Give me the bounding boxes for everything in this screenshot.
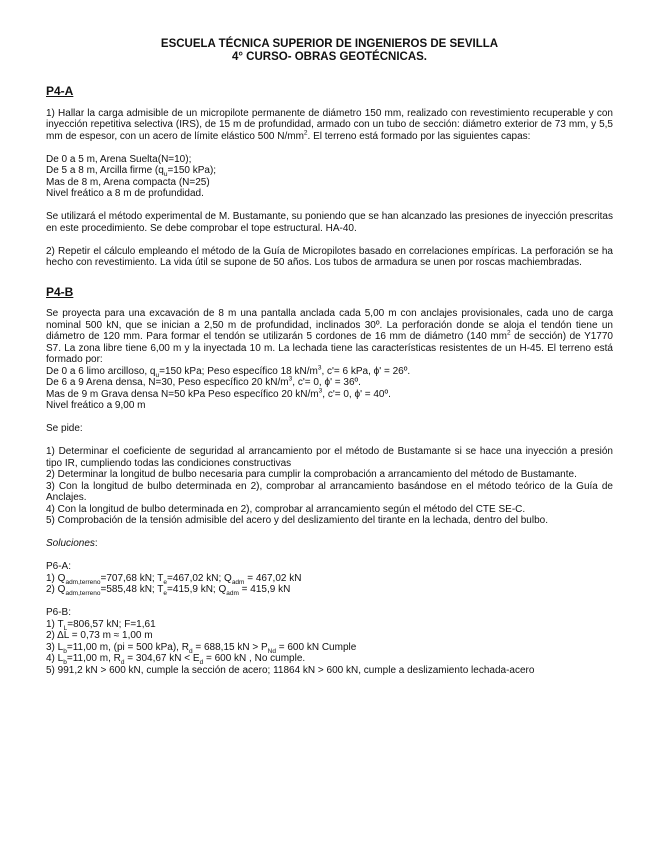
course-title: 4° CURSO- OBRAS GEOTÉCNICAS. (231, 51, 427, 63)
list-item: 1) Determinar el coeficiente de seguridad al arrancamiento por el método de Bustamante si se hace una inyección a presión tipo IR, cumpliendo todas las condiciones constructivas (46, 446, 613, 469)
p4a-question-1: 1) Hallar la carga admisible de un micropilote permanente de diámetro 150 mm, realizado con revestimiento recuperable y con inyección repetitiva selectiva (IRS), de 15 m de profundidad, armado con un tubo de sección: diámetro exterior de 73 mm, y 5,5 mm de espesor, con un acero de límite elástico 500 $N/mm^2$. El terreno está formado por las siguientes capas: (46, 107, 613, 142)
list-item: 2) Determinar la longitud de bulbo necesaria para cumplir la comprobación a arrancamiento del método de Bustamante. (46, 469, 577, 480)
soil-layer: Mas de 9 m Grava densa N=50 kPa Peso específico 20 $kN/m^3$, c'= 0, ϕ' = 40º. (46, 387, 391, 400)
solution-heading: P6-A: (46, 561, 72, 572)
section-heading-p4b: P4-B (46, 284, 74, 299)
document-header (46, 38, 613, 64)
soil-layer: Mas de 8 m, Arena compacta (N=25) (46, 176, 210, 188)
solution-line: 2) ΔL = 0,73 m ≈ 1,00 m (46, 630, 153, 641)
water-table: Nivel freático a 8 m de profundidad. (46, 188, 204, 199)
soil-layer: De 6 a 9 Arena densa, N=30, Peso específico 20 $kN/m^3$, c'= 0, ϕ' = 36º. (46, 375, 361, 388)
section-heading-p4a: P4-A (46, 84, 74, 98)
water-table: Nivel freático a 9,00 m (46, 400, 146, 411)
se-pide-label: Se pide: (46, 423, 83, 434)
list-item: 4) Con la longitud de bulbo determinada en 2), comprobar al arrancamiento según el método del CTE SE-C. (46, 503, 526, 515)
soil-layer: De 5 a 8 m, Arcilla firme ($q_u=150$ kPa); (46, 165, 217, 178)
solutions-heading: Soluciones: (46, 538, 98, 549)
solutions-p6a (46, 561, 613, 596)
p4b-soil-layers (46, 366, 613, 412)
p4b-intro: Se proyecta para una excavación de 8 m una pantalla anclada cada 5,00 m con anclajes provisionales, cada uno de carga nominal 500 kN, que se inician a 2,50 m de profundidad, inclinados 30º. La perforación donde se aloja el tendón tiene un diámetro de 120 mm. Para formar el tendón se utilizarán 5 cordones de 16 mm de diámetro (140 $mm^2$ de sección) de Y1770 S7. La zona libre tiene 6,00 m y la inyectada 10 m. La lechada tiene las características resistentes de un H-45. El terreno está formado por: (46, 308, 613, 365)
solution-heading: P6-B: (46, 607, 72, 618)
soil-layer: De 0 a 6 limo arcilloso, $q_u=150$ kPa; Peso específico 18 $kN/m^3$, c'= 6 kPa, ϕ' = 26º. (46, 364, 411, 379)
p4b-question-list (46, 446, 613, 527)
solution-line: 5) 991,2 kN > 600 kN, cumple la sección de acero; 11864 kN > 600 kN, cumple a deslizamiento lechada-acero (46, 664, 535, 676)
list-item: 3) Con la longitud de bulbo determinada en 2), comprobar al arrancamiento basándose en el método teórico de la Guía de Anclajes. (46, 480, 613, 503)
solution-line: 2) $Q_{adm,terreno}=585,48$ kN; $T_e=415,9$ kN; $Q_{adm} = 415,9$ kN (46, 584, 291, 597)
p4a-question-2: 2) Repetir el cálculo empleando el método de la Guía de Micropilotes basado en correlaciones empíricas. La perforación se ha hecho con revestimiento. La vida útil se supone de 50 años. Los tubos de armadura se unen por roscas machiembradas. (46, 245, 613, 268)
solutions-p6b (46, 607, 613, 676)
list-item: 5) Comprobación de la tensión admisible del acero y del deslizamiento del tirante en la lechada, dentro del bulbo. (46, 515, 548, 526)
solution-line: 1) $T_L=806,57$ kN; F=1,61 (46, 618, 156, 632)
p4a-soil-layers (46, 154, 613, 200)
solution-line: 3) $L_b=11,00$ m, (pi = 500 kPa), $R_d = 688,15$ kN > $P_{Nd} = 600$ kN Cumple (46, 641, 357, 655)
p4a-method-paragraph: Se utilizará el método experimental de M. Bustamante, su poniendo que se han alcanzado las presiones de inyección prescritas en este procedimiento. Se debe comprobar el tope estructural. HA-40. (46, 211, 613, 234)
solution-line: 4) $L_b=11,00$ m, $R_d = 304,67$ kN < $E_d = 600$ kN , No cumple. (46, 653, 306, 666)
soil-layer: De 0 a 5 m, Arena Suelta(N=10); (46, 153, 192, 165)
solution-line: 1) $Q_{adm,terreno}=707,68$ kN; $T_e=467,02$ kN; $Q_{adm} = 467,02$ kN (46, 572, 302, 586)
school-title: ESCUELA TÉCNICA SUPERIOR DE INGENIEROS DE SEVILLA (160, 38, 499, 50)
